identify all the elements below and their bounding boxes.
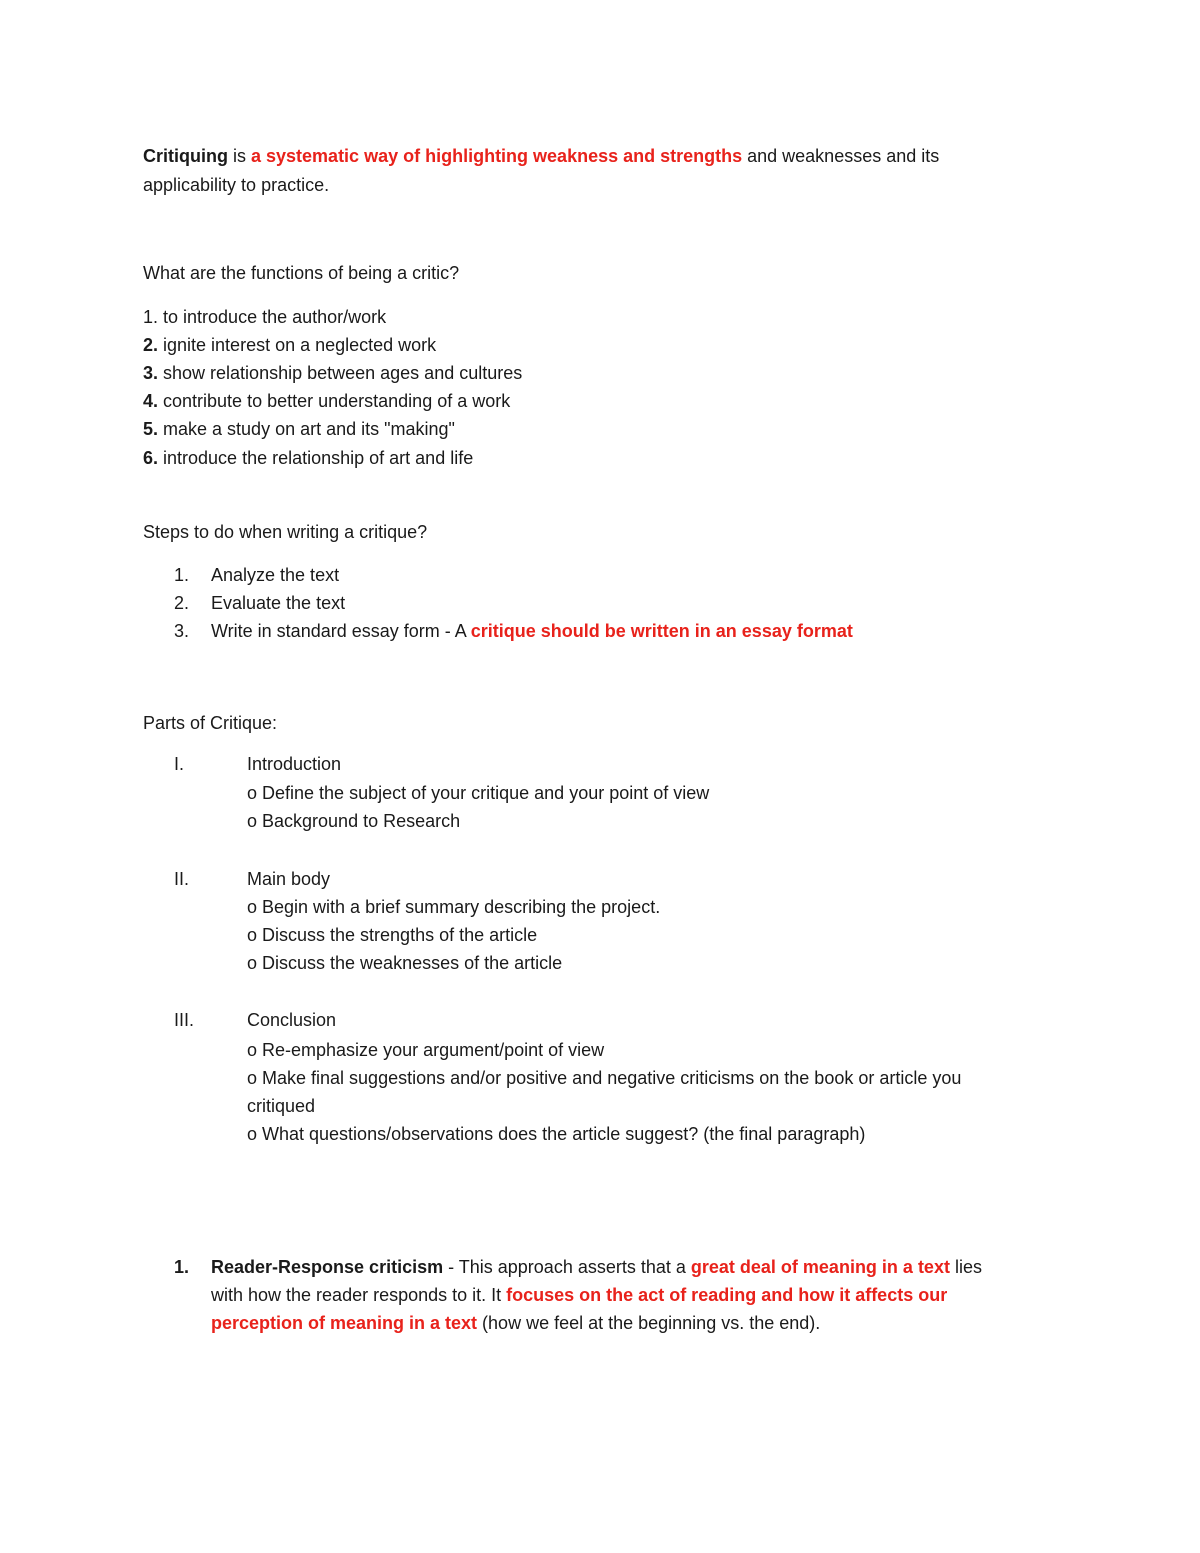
list-item bbox=[143, 361, 522, 385]
section-bullet: o Discuss the strengths of the article bbox=[247, 925, 538, 945]
definition-line-2: applicability to practice. bbox=[143, 175, 330, 195]
section-bullet: o Re-emphasize your argument/point of view bbox=[247, 1040, 605, 1060]
item-text: contribute to better understanding of a work bbox=[158, 391, 511, 411]
criticism-line-1 bbox=[211, 1255, 982, 1279]
definition-term: Critiquing bbox=[143, 146, 228, 166]
definition-is: is bbox=[227, 146, 251, 166]
item-number: 6. bbox=[143, 448, 159, 468]
section-bullet: o Define the subject of your critique and your point of view bbox=[247, 783, 710, 803]
section-title: Main body bbox=[247, 869, 331, 889]
criticism-highlight: perception of meaning in a text bbox=[211, 1313, 478, 1333]
criticism-term: Reader-Response criticism bbox=[211, 1257, 444, 1277]
section-numeral: II. bbox=[174, 869, 190, 889]
criticism-line-2 bbox=[211, 1283, 947, 1307]
parts-heading: Parts of Critique: bbox=[143, 713, 278, 733]
item-number: 4. bbox=[143, 391, 159, 411]
item-number: 3. bbox=[143, 363, 159, 383]
criticism-line-3 bbox=[211, 1311, 820, 1335]
section-bullet: o Make final suggestions and/or positive and negative criticisms on the book or article you bbox=[247, 1068, 962, 1088]
step-number: 3. bbox=[174, 621, 190, 641]
list-item bbox=[143, 389, 510, 413]
step-text: Evaluate the text bbox=[211, 593, 346, 613]
step-text bbox=[211, 619, 853, 643]
section-numeral: III. bbox=[174, 1010, 195, 1030]
criticism-text: lies bbox=[949, 1257, 982, 1277]
criticism-number: 1. bbox=[174, 1257, 190, 1277]
criticism-text: (how we feel at the beginning vs. the end). bbox=[477, 1313, 821, 1333]
item-text: ignite interest on a neglected work bbox=[158, 335, 437, 355]
section-title: Introduction bbox=[247, 754, 342, 774]
criticism-highlight: focuses on the act of reading and how it affects our bbox=[506, 1285, 948, 1305]
section-numeral: I. bbox=[174, 754, 185, 774]
item-number: 5. bbox=[143, 419, 159, 439]
list-item bbox=[143, 417, 455, 441]
item-number: 1. bbox=[143, 307, 159, 327]
item-number: 2. bbox=[143, 335, 159, 355]
step-number: 2. bbox=[174, 593, 190, 613]
definition-rest: and weaknesses and its bbox=[742, 146, 940, 166]
definition-line-1 bbox=[143, 144, 939, 168]
section-title: Conclusion bbox=[247, 1010, 337, 1030]
criticism-text: - This approach asserts that a bbox=[443, 1257, 691, 1277]
item-text: to introduce the author/work bbox=[158, 307, 387, 327]
list-item bbox=[143, 305, 386, 329]
list-item bbox=[143, 446, 473, 470]
section-bullet: o What questions/observations does the article suggest? (the final paragraph) bbox=[247, 1124, 866, 1144]
list-item bbox=[143, 333, 436, 357]
definition-highlight: a systematic way of highlighting weakness and strengths bbox=[251, 146, 743, 166]
criticism-text: with how the reader responds to it. It bbox=[211, 1285, 507, 1305]
step-highlight: critique should be written in an essay format bbox=[470, 621, 853, 641]
criticism-highlight: great deal of meaning in a text bbox=[690, 1257, 950, 1277]
steps-heading: Steps to do when writing a critique? bbox=[143, 522, 428, 542]
section-bullet: o Background to Research bbox=[247, 811, 461, 831]
item-text: make a study on art and its "making" bbox=[158, 419, 455, 439]
step-text: Analyze the text bbox=[211, 565, 340, 585]
step-number: 1. bbox=[174, 565, 190, 585]
functions-heading: What are the functions of being a critic? bbox=[143, 263, 460, 283]
step-text-plain: Write in standard essay form - A bbox=[211, 621, 471, 641]
section-bullet: o Begin with a brief summary describing the project. bbox=[247, 897, 661, 917]
item-text: introduce the relationship of art and life bbox=[158, 448, 474, 468]
section-bullet: o Discuss the weaknesses of the article bbox=[247, 953, 563, 973]
item-text: show relationship between ages and cultures bbox=[158, 363, 523, 383]
section-bullet-continuation: critiqued bbox=[247, 1096, 316, 1116]
